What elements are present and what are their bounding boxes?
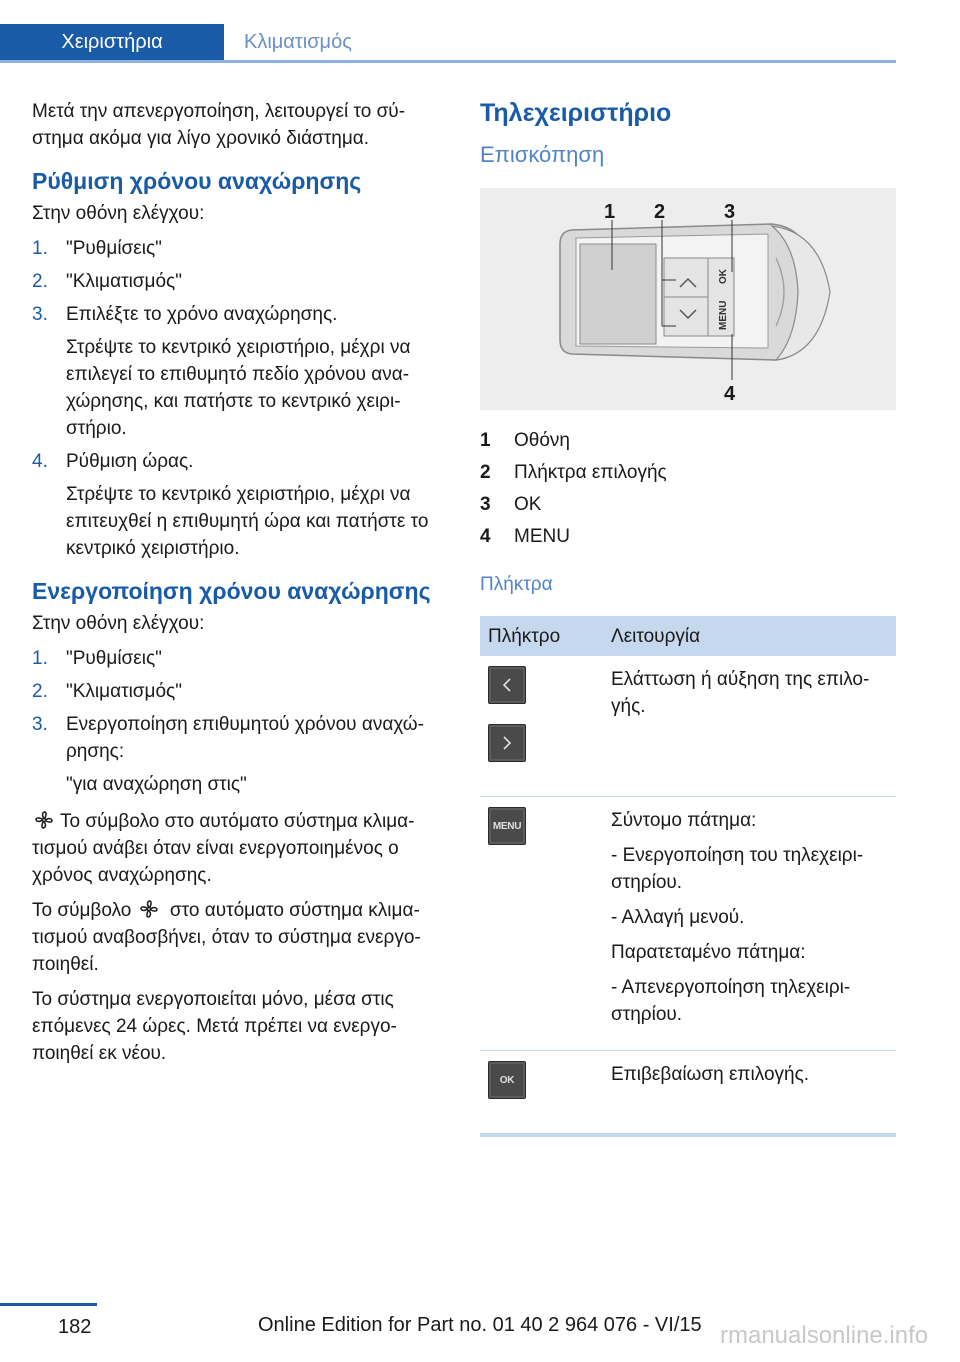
list-item: 4 MENU: [480, 525, 570, 547]
list-item: 4. Ρύθμιση ώρας. Στρέψτε το κεντρικό χειριστήριο, μέχρι να επιτευχθεί η επιθυμητή ώρα και πατήστε το κεντρικό χειριστήριο.: [32, 451, 429, 559]
watermark: rmanualsonline.info: [720, 1322, 929, 1349]
function-text: Σύντομο πάτημα:: [611, 810, 757, 831]
header-divider: [0, 60, 896, 63]
section1-steps: [32, 235, 452, 562]
list-item: 2. "Κλιματισμός": [32, 681, 182, 702]
list-item: 2. "Κλιματισμός": [32, 271, 182, 292]
ok-key-icon: OK: [488, 1061, 526, 1099]
activation-note: Το σύστημα ενεργοποιείται μόνο, μέσα στις επόμενες 24 ώρες. Μετά πρέπει να ενεργο-ποιηθεί εκ νέου.: [32, 989, 397, 1064]
list-item: 1 Οθόνη: [480, 429, 570, 451]
page-header: [0, 24, 896, 62]
menu-key-label: MENU: [718, 300, 729, 330]
function-text: Παρατεταμένο πάτημα:: [611, 942, 806, 963]
symbol-lit-text: Το σύμβολο στο αυτόματο σύστημα κλιμα-τισμού ανάβει όταν είναι ενεργοποιημένος ο χρόνος αναχώρησης.: [32, 811, 415, 886]
list-item: 1. "Ρυθμίσεις": [32, 238, 162, 259]
callout-4: 4: [724, 383, 736, 405]
overview-subtitle: Επισκόπηση: [480, 142, 605, 167]
section-title-set-departure: Ρύθμιση χρόνου αναχώρησης: [32, 168, 362, 194]
function-text: - Ενεργοποίηση του τηλεχειρι-στηρίου.: [611, 845, 864, 893]
column-header-function: Λειτουργία: [603, 616, 896, 656]
edition-text: Online Edition for Part no. 01 40 2 964 076 - VI/15: [258, 1314, 702, 1336]
remote-title: Τηλεχειριστήριο: [480, 99, 672, 127]
chevron-left-icon: [488, 666, 526, 704]
list-item: 2 Πλήκτρα επιλογής: [480, 461, 667, 483]
tab-climate[interactable]: Κλιματισμός: [244, 30, 352, 53]
fan-icon: [34, 810, 54, 830]
callout-2: 2: [654, 201, 666, 223]
fan-icon: [139, 899, 159, 919]
menu-key-icon: MENU: [488, 807, 526, 845]
section-title-activate-departure: Ενεργοποίηση χρόνου αναχώρησης: [32, 578, 431, 604]
column-header-key: Πλήκτρο: [480, 616, 603, 656]
keys-table: [480, 616, 896, 1137]
function-text: - Αλλαγή μενού.: [611, 907, 745, 928]
right-column: [480, 98, 896, 1137]
callout-3: 3: [724, 201, 736, 223]
function-text: Ελάττωση ή αύξηση της επιλο-γής.: [611, 669, 870, 717]
section1-lead: Στην οθόνη ελέγχου:: [32, 203, 205, 224]
remote-control-figure: [480, 188, 896, 410]
function-text: Επιβεβαίωση επιλογής.: [611, 1064, 810, 1085]
callout-1: 1: [604, 201, 616, 223]
symbol-flash-text: Το σύμβολο στο αυτόματο σύστημα κλιμα-τισμού αναβοσβήνει, όταν το σύστημα ενεργο-ποιηθεί.: [32, 900, 421, 975]
page-number: 182: [58, 1316, 92, 1338]
list-item: 3. Ενεργοποίηση επιθυμητού χρόνου αναχώ-ρησης: "για αναχώρηση στις": [32, 714, 424, 795]
section2-lead: Στην οθόνη ελέγχου:: [32, 613, 205, 634]
keys-title: Πλήκτρα: [480, 574, 553, 595]
section2-steps: [32, 645, 452, 798]
chevron-right-icon: [500, 735, 514, 751]
intro-text: Μετά την απενεργοποίηση, λειτουργεί το σύ-στημα ακόμα για λίγο χρονικό διάστημα.: [32, 101, 406, 149]
figure-legend: [480, 424, 896, 552]
list-item: 3. Επιλέξτε το χρόνο αναχώρησης. Στρέψτε το κεντρικό χειριστήριο, μέχρι να επιλεγεί το επιθυμητό πεδίο χρόνου ανα-χώρησης, και πατήστε το κεντρικό χειρι-στήριο.: [32, 304, 411, 439]
tab-controls[interactable]: Χειριστήρια: [0, 24, 224, 60]
table-row: [480, 656, 896, 797]
table-row: [480, 797, 896, 1051]
table-row: [480, 1051, 896, 1136]
chevron-left-icon: [500, 677, 514, 693]
ok-key-label: OK: [718, 269, 729, 284]
remote-control-illustration: [480, 188, 896, 410]
function-text: - Απενεργοποίηση τηλεχειρι-στηρίου.: [611, 977, 851, 1025]
table-header-row: [480, 616, 896, 656]
left-column: [32, 98, 452, 1075]
chevron-right-icon: [488, 724, 526, 762]
list-item: 1. "Ρυθμίσεις": [32, 648, 162, 669]
footer-divider: [0, 1303, 97, 1306]
list-item: 3 OK: [480, 493, 542, 515]
